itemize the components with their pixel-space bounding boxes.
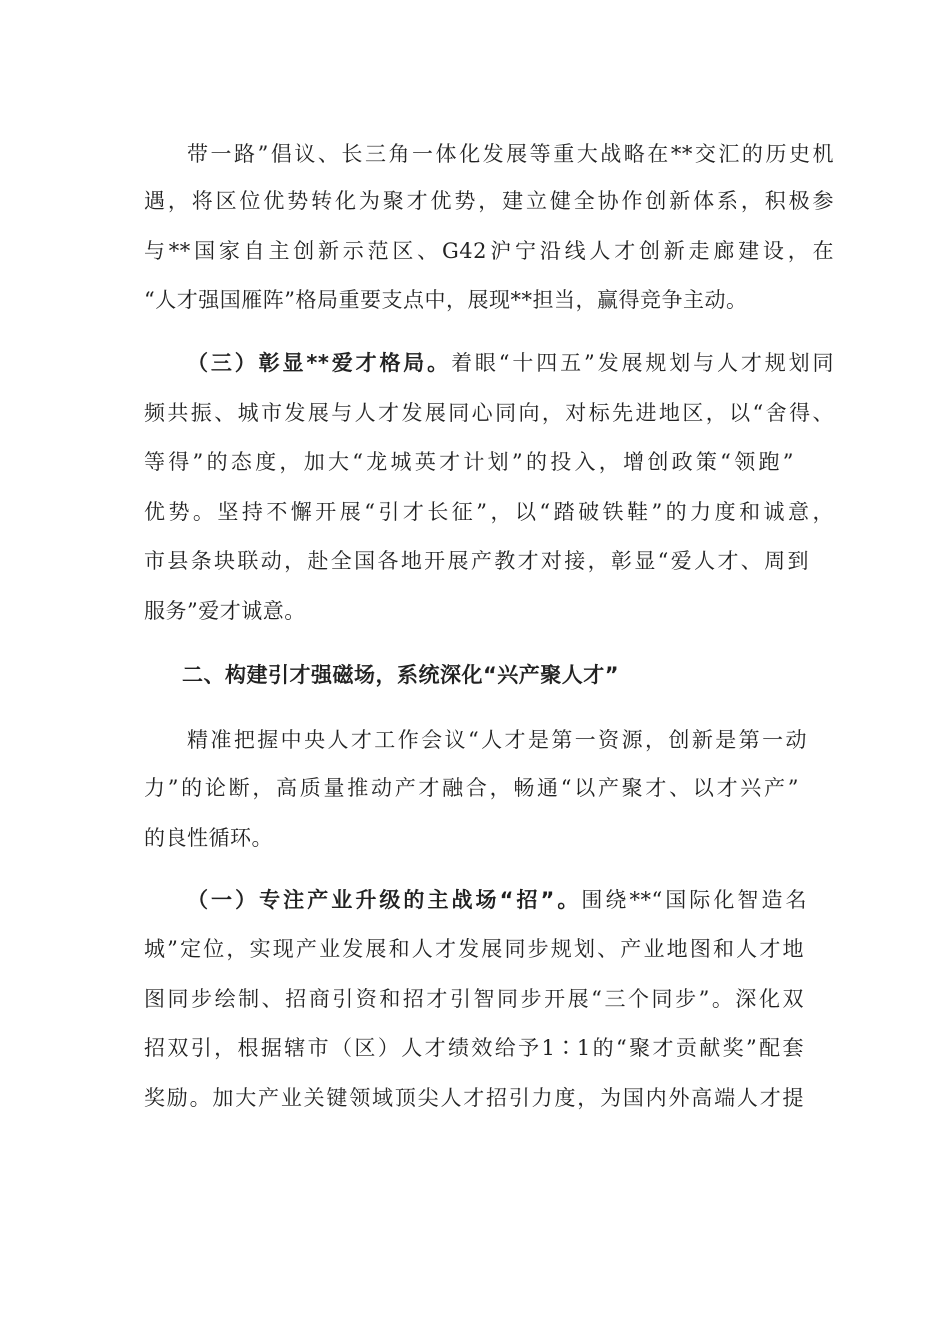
paragraph-2-line-5: 市县条块联动，赴全国各地开展产教才对接，彰显“爱人才、周到 — [144, 549, 809, 573]
paragraph-2-heading: （三）彰显**爱才格局。 — [187, 351, 452, 375]
paragraph-2-line-3: 等得”的态度，加大“龙城英才计划”的投入，增创政策“领跑” — [144, 450, 794, 474]
paragraph-2-line-1-text: 着眼“十四五”发展规划与人才规划同 — [451, 351, 834, 375]
paragraph-1-line-2: 遇，将区位优势转化为聚才优势，建立健全协作创新体系，积极参 — [144, 189, 834, 213]
paragraph-3-line-3: 的良性循环。 — [144, 826, 273, 850]
paragraph-2-line-1 — [187, 348, 834, 378]
section-2-title: 二、构建引才强磁场，系统深化“兴产聚人才” — [182, 663, 620, 687]
paragraph-4-heading: （一）专注产业升级的主战场“招”。 — [187, 888, 582, 912]
paragraph-2-line-2: 频共振、城市发展与人才发展同心同向，对标先进地区，以“舍得、 — [144, 401, 834, 425]
paragraph-2-line-6: 服务”爱才诚意。 — [144, 599, 306, 623]
paragraph-4-line-5: 奖励。加大产业关键领域顶尖人才招引力度，为国内外高端人才提 — [144, 1086, 804, 1110]
paragraph-4-line-4: 招双引，根据辖市（区）人才绩效给予1∶1的“聚才贡献奖”配套 — [144, 1036, 804, 1060]
paragraph-1-line-4: “人才强国雁阵”格局重要支点中，展现**担当，赢得竞争主动。 — [144, 288, 748, 312]
paragraph-4-line-1-text: 围绕**“国际化智造名 — [581, 888, 807, 912]
paragraph-3-line-2: 力”的论断，高质量推动产才融合，畅通“以产聚才、以才兴产” — [144, 776, 799, 800]
paragraph-4-line-3: 图同步绘制、招商引资和招才引智同步开展“三个同步”。深化双 — [144, 987, 804, 1011]
paragraph-1-line-3: 与**国家自主创新示范区、G42沪宁沿线人才创新走廊建设，在 — [144, 239, 834, 263]
paragraph-1-line-1: 带一路”倡议、长三角一体化发展等重大战略在**交汇的历史机 — [187, 142, 834, 166]
paragraph-2-line-4: 优势。坚持不懈开展“引才长征”，以“踏破铁鞋”的力度和诚意， — [144, 500, 834, 524]
paragraph-3-line-1: 精准把握中央人才工作会议“人才是第一资源，创新是第一动 — [187, 728, 807, 752]
paragraph-4-line-1 — [187, 885, 807, 915]
paragraph-4-line-2: 城”定位，实现产业发展和人才发展同步规划、产业地图和人才地 — [144, 937, 804, 961]
